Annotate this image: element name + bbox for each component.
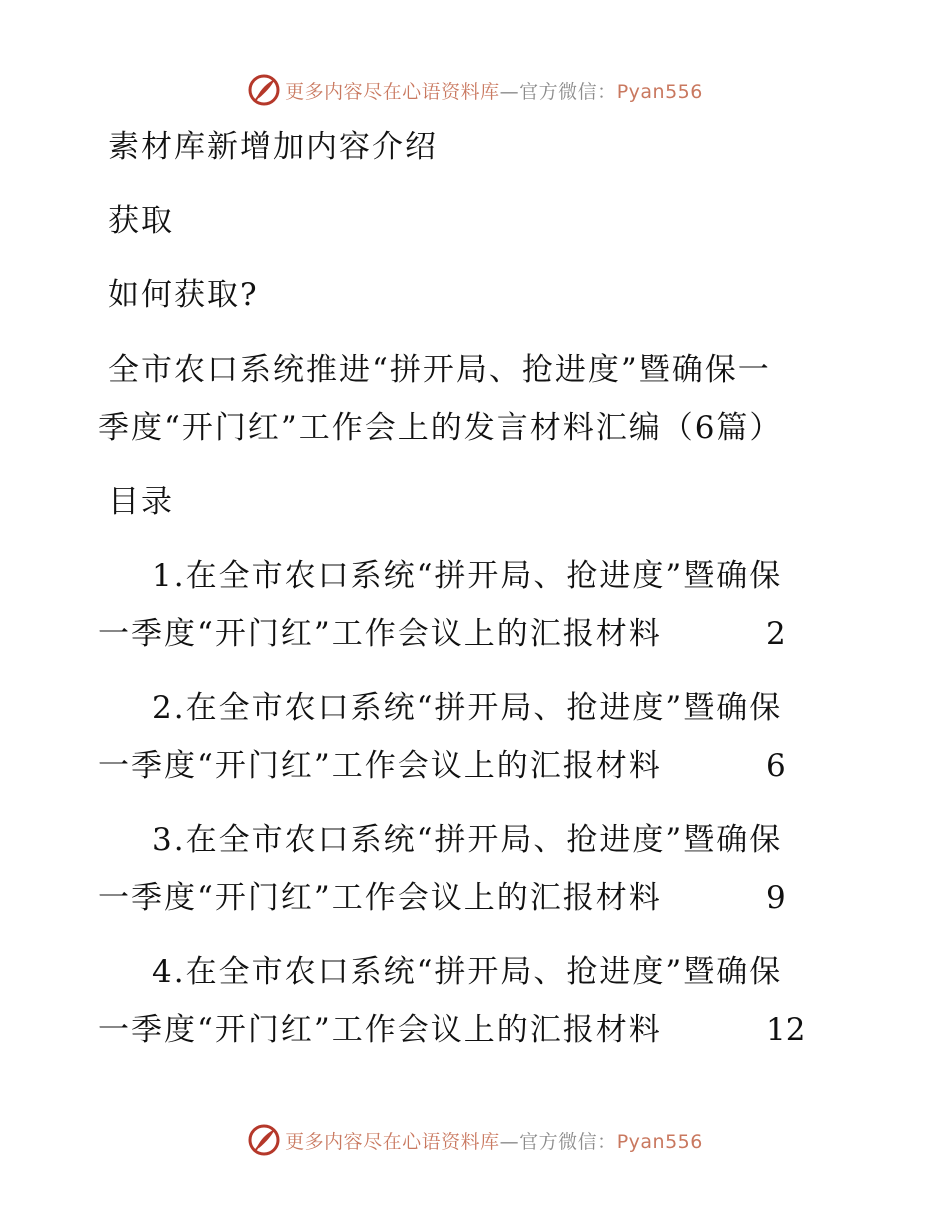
banner-wechat-id: Pyan556 <box>616 80 703 103</box>
toc-item-title-line-1: 2.在全市农口系统“拼开局、抢进度”暨确保 <box>152 690 783 726</box>
header-banner <box>0 70 950 110</box>
banner-dash: — <box>499 1130 520 1153</box>
banner-official-label: 官方微信： <box>519 80 617 103</box>
banner-text <box>285 1127 703 1154</box>
banner-text <box>285 77 703 104</box>
toc-item-page-number: 12 <box>766 1012 806 1048</box>
toc-item-title-line-2: 一季度“开门红”工作会议上的汇报材料 <box>98 880 662 916</box>
toc-item-title-line-2: 一季度“开门红”工作会议上的汇报材料 <box>98 1012 662 1048</box>
toc-item-title-line-2: 一季度“开门红”工作会议上的汇报材料 <box>98 748 662 784</box>
toc-item-page-number: 9 <box>766 880 786 916</box>
heading-get: 获取 <box>108 203 174 239</box>
heading-how-to-get: 如何获取? <box>108 277 259 313</box>
banner-official-label: 官方微信： <box>519 1130 617 1153</box>
quill-logo-icon <box>247 73 281 107</box>
heading-intro: 素材库新增加内容介绍 <box>108 129 438 165</box>
toc-item-title-line-1: 4.在全市农口系统“拼开局、抢进度”暨确保 <box>152 954 783 990</box>
toc-item-title-line-2: 一季度“开门红”工作会议上的汇报材料 <box>98 616 662 652</box>
toc-item-page-number: 6 <box>766 748 786 784</box>
banner-wechat-id: Pyan556 <box>616 1130 703 1153</box>
banner-main-text: 更多内容尽在心语资料库 <box>285 80 500 103</box>
banner-dash: — <box>499 80 520 103</box>
toc-label: 目录 <box>108 484 174 520</box>
quill-logo-icon <box>247 1123 281 1157</box>
toc-item-title-line-1: 3.在全市农口系统“拼开局、抢进度”暨确保 <box>152 822 783 858</box>
doc-title-line-2: 季度“开门红”工作会上的发言材料汇编（6篇） <box>98 410 783 446</box>
toc-item-title-line-1: 1.在全市农口系统“拼开局、抢进度”暨确保 <box>152 558 783 594</box>
toc-item-page-number: 2 <box>766 616 786 652</box>
doc-title-line-1: 全市农口系统推进“拼开局、抢进度”暨确保一 <box>108 352 771 388</box>
footer-banner <box>0 1120 950 1160</box>
banner-main-text: 更多内容尽在心语资料库 <box>285 1130 500 1153</box>
